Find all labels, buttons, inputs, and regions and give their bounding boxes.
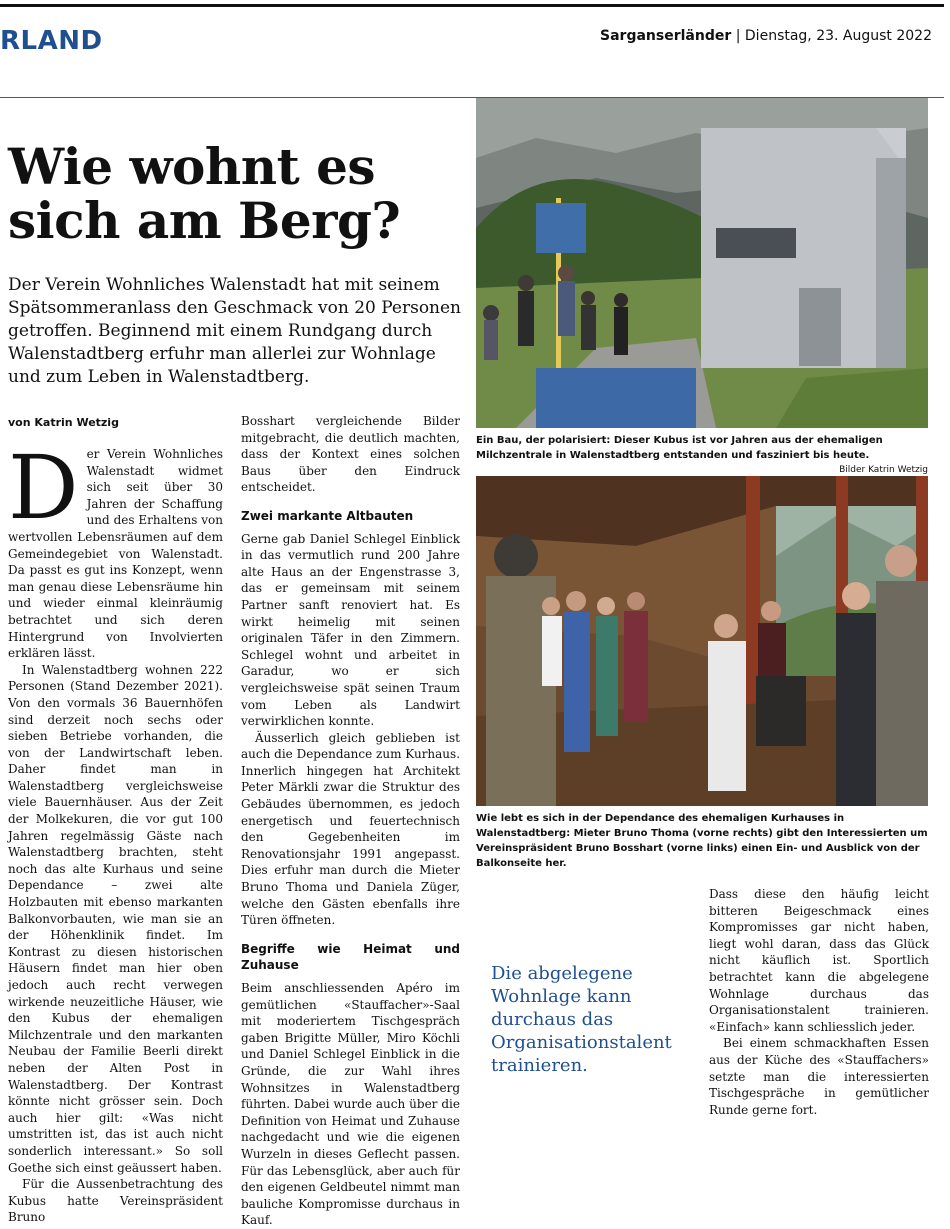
photo-caption-2: Wie lebt es sich in der Dependance des ehemaligen Kurhauses in Walenstadtberg: Mieter Bruno Thoma (vorne rechts) gibt den Interessierten um Vereinspräsident Bruno Bosshart (vorne links) einen Ein- und Ausblick von der Balkonseite her. xyxy=(476,813,928,869)
author-byline: von Katrin Wetzig xyxy=(8,416,119,429)
paragraph: Für die Aussenbetrachtung des Kubus hatte Vereinspräsident Bruno xyxy=(8,1177,223,1225)
photo-kubus xyxy=(476,98,928,428)
newspaper-name: Sarganserländer xyxy=(600,28,732,44)
paragraph: In Walenstadtberg wohnen 222 Personen (Stand Dezember 2021). Von den vormals 36 Bauernhöfen sind derzeit noch sechs oder sieben Betriebe vorhanden, die von der Landwirtschaft leben. Daher findet man in Walenstadtberg vergleichsweise viele Bauernhäuser. Aus der Zeit der Molkekuren, die vor gut 100 Jahren regelmässig Gäste nach Walenstadtberg brachten, steht noch das alte Kurhaus und seine Dependance – zwei alte Holzbauten mit ebenso markanten Balkonvorbauten, wie man sie an der Höhenklinik findet. Im Kontrast zu diesen historischen Häusern findet man hier oben jedoch auch recht verwegen wirkende neuzeitliche Häuser, wie den Kubus der ehemaligen Milchzentrale und den markanten Neubau der Familie Beerli direkt neben der Alten Post in Walenstadtberg. Der Kontrast könnte nicht grösser sein. Doch auch hier gilt: «Was nicht umstritten ist, das ist auch nicht sonderlich interessant.» So soll Goethe sich einst geäussert haben. xyxy=(8,662,223,1175)
paragraph: Dass diese den häufig leicht bitteren Beigeschmack eines Kompromisses gar nicht haben, liegt wohl daran, dass das Glück nicht käuflich ist. Sportlich betrachtet kann die abgelegene Wohnlage durchaus das Organisationstalent trainieren. «Einfach» kann schliesslich jeder. xyxy=(709,887,929,1034)
paragraph: Bei einem schmackhaften Essen aus der Küche des «Stauffachers» setzte man die interessierten Tischgespräche in gemütlicher Runde gerne fort. xyxy=(709,1036,929,1117)
article-column-1 xyxy=(8,436,223,1226)
paragraph: Der Verein Wohnliches Walenstadt widmet sich seit über 30 Jahren der Schaffung und des Erhaltens von wertvollen Lebensräumen auf dem Gemeindegebiet von Walenstadt. Da passt es gut ins Konzept, wenn man genau diese Lebensräume hin und wieder einmal kleinräumig betrachtet und sich deren Hintergrund von Involvierten erklären lässt. xyxy=(8,436,223,661)
publication-date: Dienstag, 23. August 2022 xyxy=(744,28,932,44)
drop-cap: D xyxy=(8,436,79,539)
subheading: Begriffe wie Heimat und Zuhause xyxy=(241,941,460,973)
paragraph: Gerne gab Daniel Schlegel Einblick in das vermutlich rund 200 Jahre alte Haus an der Engenstrasse 3, das er gemeinsam mit seinem Partner sanft renoviert hat. Es wirkt heimelig mit seinen originalen Täfer in den Zimmern. Schlegel wohnt und arbeitet in Garadur, wo er sich vergleichsweise spät seinen Traum vom Leben als Landwirt verwirklichen konnte. xyxy=(241,531,460,729)
paragraph: Bosshart vergleichende Bilder mitgebracht, die deutlich machten, dass der Kontext eines solchen Baus über den Eindruck entscheidet. xyxy=(241,414,460,495)
paragraph: Beim anschliessenden Apéro im gemütlichen «Stauffacher»-Saal mit moderiertem Tischgespräch gaben Brigitte Müller, Miro Köchli und Daniel Schlegel Einblick in die Gründe, die zur Wahl ihres Wohnsitzes in Walenstadtberg führten. Dabei wurde auch über die Definition von Heimat und Zuhause nachgedacht und wie die eigenen Wurzeln in dieses Geflecht passen. Für das Lebensglück, aber auch für den eigenen Geldbeutel nimmt man bauliche Kompromisse durchaus in Kauf. xyxy=(241,981,460,1228)
photo-kubus-image xyxy=(476,98,928,428)
article-headline: Wie wohnt es sich am Berg? xyxy=(8,137,401,250)
section-label: RLAND xyxy=(0,26,103,56)
photo-dependance xyxy=(476,476,928,806)
top-rule xyxy=(0,4,944,7)
pull-quote: Die abgelegene Wohnlage kann durchaus das Organisationstalent trainieren. xyxy=(491,963,672,1076)
article-lead: Der Verein Wohnliches Walenstadt hat mit seinem Spätsommeranlass den Geschmack von 20 Personen getroffen. Beginnend mit einem Rundgang durch Walenstadtberg erfuhr man allerlei zur Wohnlage und zum Leben in Walenstadtberg. xyxy=(8,275,462,387)
article-column-2 xyxy=(241,413,460,1229)
photo-caption-1: Ein Bau, der polarisiert: Dieser Kubus ist vor Jahren aus der ehemaligen Milchzentrale in Walenstadtberg entstanden und fasziniert bis heute. Bilder Katrin Wetzig xyxy=(476,433,928,478)
paragraph: Äusserlich gleich geblieben ist auch die Dependance zum Kurhaus. Innerlich hingegen hat Architekt Peter Märkli zwar die Struktur des Gebäudes übernommen, es jedoch energetisch und feuertechnisch den Gegebenheiten im Renovationsjahr 1991 angepasst. Dies erfuhr man durch die Mieter Bruno Thoma und Daniela Züger, welche den Gästen ebenfalls ihre Türen öffneten. xyxy=(241,730,461,928)
subheading: Zwei markante Altbauten xyxy=(241,508,414,523)
article-column-4 xyxy=(709,886,929,1118)
photo-credit: Bilder Katrin Wetzig xyxy=(839,465,928,475)
photo-dependance-image xyxy=(476,476,928,806)
masthead-separator: | xyxy=(735,28,741,44)
masthead xyxy=(600,28,932,44)
